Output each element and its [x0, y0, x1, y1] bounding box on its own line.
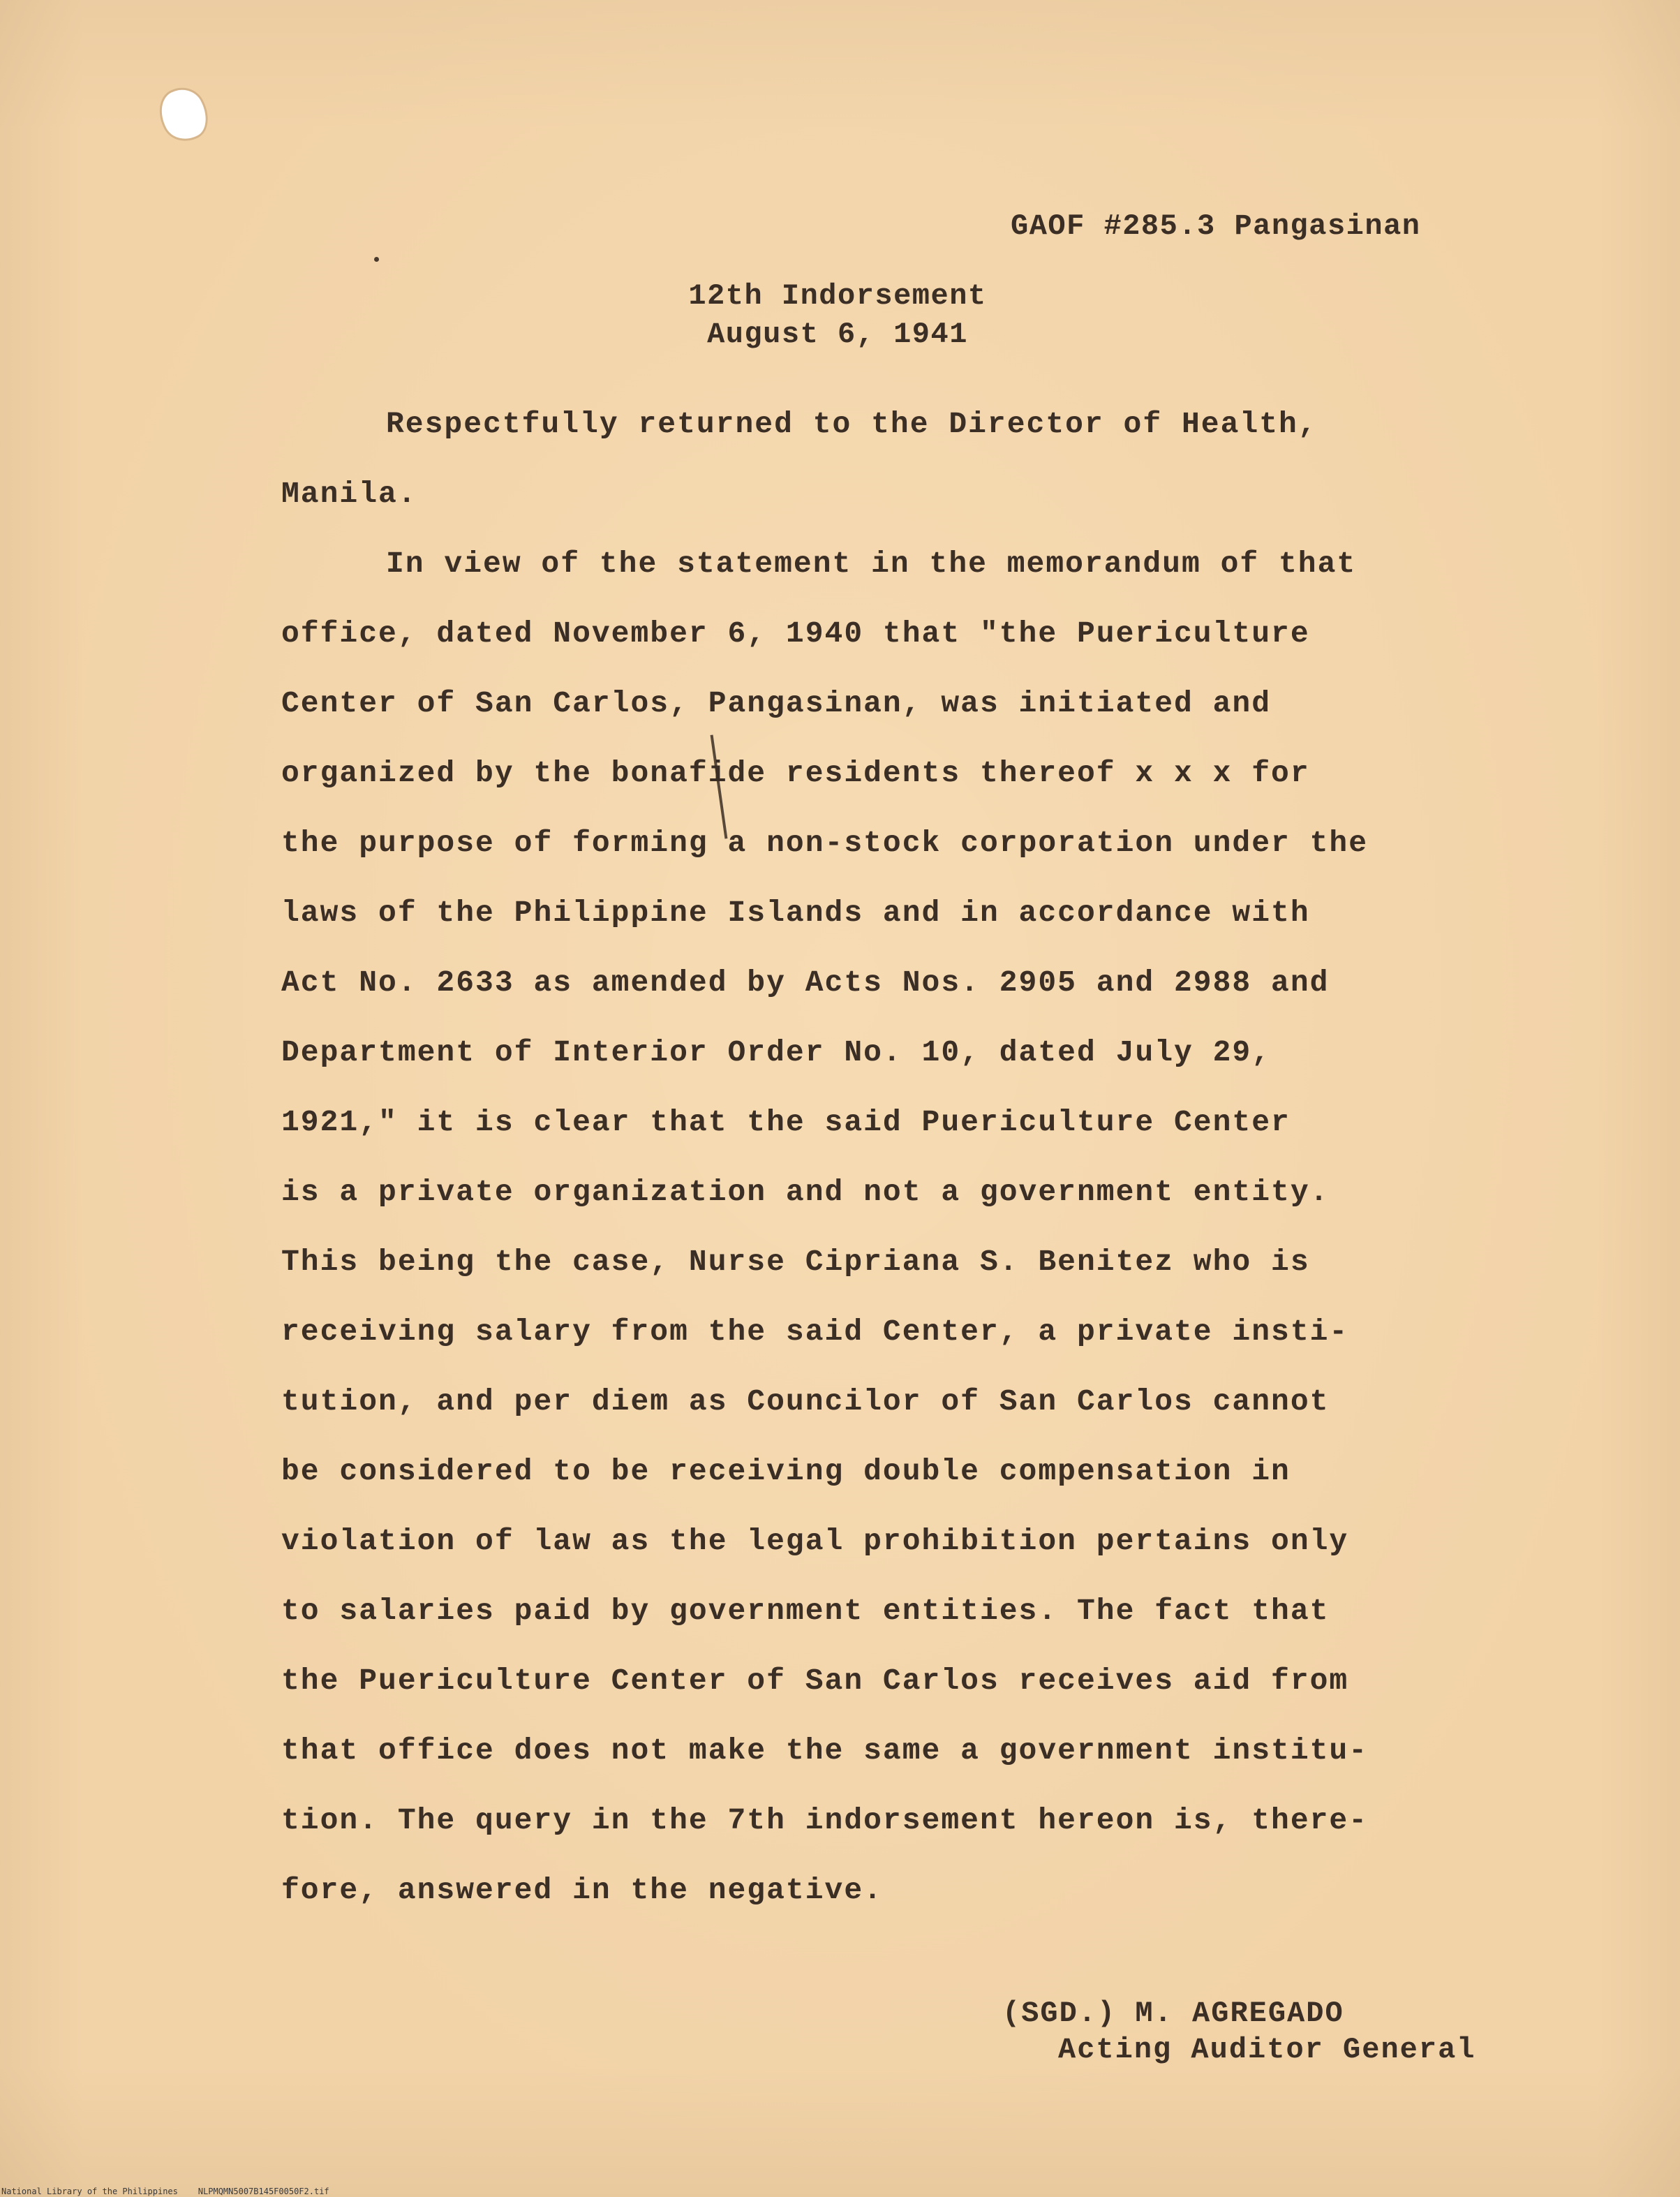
- body-line: that office does not make the same a government institu-: [281, 1733, 1369, 1768]
- archive-footer: [1, 2187, 329, 2196]
- signatory-name: (SGD.) M. AGREGADO: [1002, 1997, 1344, 2030]
- body-line: Act No. 2633 as amended by Acts Nos. 2905 and 2988 and: [281, 966, 1330, 1000]
- body-line: In view of the statement in the memorandum of that: [386, 547, 1357, 581]
- file-id: NLPMQMN5007B145F0050F2.tif: [198, 2187, 329, 2196]
- body-line: organized by the bonafide residents thereof x x x for: [281, 756, 1310, 790]
- body-line: the Puericulture Center of San Carlos receives aid from: [281, 1664, 1349, 1698]
- body-line: the purpose of forming a non-stock corporation under the: [281, 826, 1369, 860]
- body-line: 1921," it is clear that the said Puericulture Center: [281, 1105, 1291, 1139]
- body-line: is a private organization and not a government entity.: [281, 1175, 1330, 1209]
- file-reference: GAOF #285.3 Pangasinan: [1011, 209, 1421, 243]
- body-line: receiving salary from the said Center, a private insti-: [281, 1315, 1349, 1349]
- body-line: Manila.: [281, 477, 417, 511]
- indorsement-date: August 6, 1941: [707, 318, 968, 351]
- body-line: to salaries paid by government entities. The fact that: [281, 1594, 1330, 1628]
- signatory-title: Acting Auditor General: [1058, 2033, 1476, 2066]
- body-line: fore, answered in the negative.: [281, 1873, 883, 1907]
- body-line: tution, and per diem as Councilor of San Carlos cannot: [281, 1384, 1330, 1419]
- archive-label: National Library of the Philippines: [1, 2187, 178, 2196]
- indorsement-title: 12th Indorsement: [688, 279, 987, 313]
- body-line: Respectfully returned to the Director of Health,: [386, 407, 1318, 441]
- body-line: tion. The query in the 7th indorsement hereon is, there-: [281, 1803, 1369, 1837]
- body-line: be considered to be receiving double compensation in: [281, 1454, 1291, 1488]
- body-line: violation of law as the legal prohibition pertains only: [281, 1524, 1349, 1558]
- body-line: Department of Interior Order No. 10, dated July 29,: [281, 1035, 1272, 1070]
- torn-hole: [153, 82, 215, 147]
- body-line: Center of San Carlos, Pangasinan, was initiated and: [281, 686, 1272, 720]
- body-line: office, dated November 6, 1940 that "the Puericulture: [281, 616, 1310, 651]
- ink-speck: [374, 257, 379, 262]
- body-line: This being the case, Nurse Cipriana S. Benitez who is: [281, 1245, 1310, 1279]
- body-line: laws of the Philippine Islands and in accordance with: [281, 896, 1310, 930]
